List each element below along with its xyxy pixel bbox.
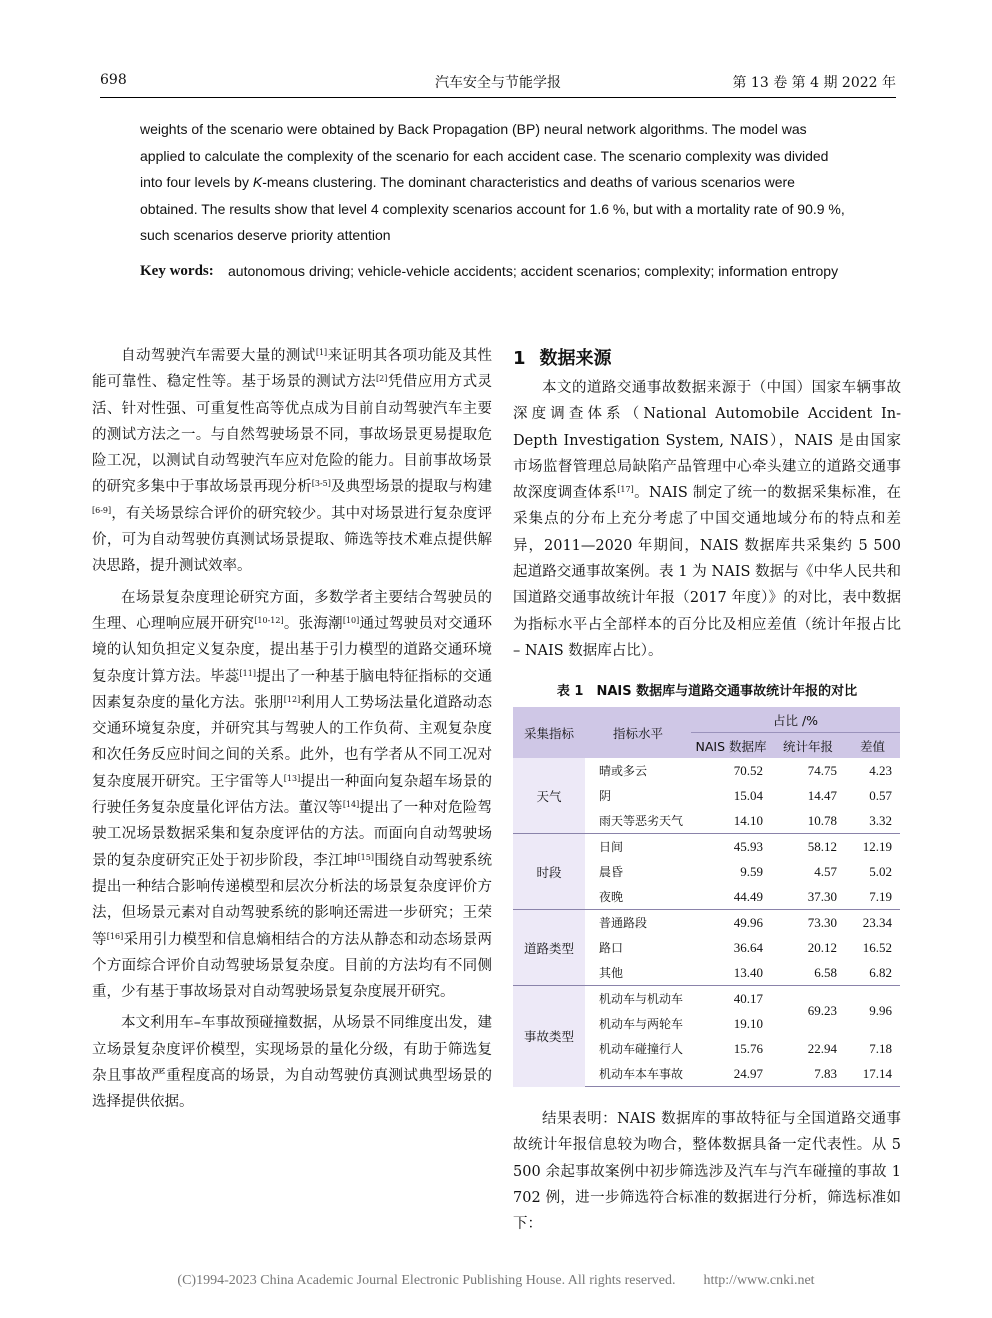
yearbook-cell: 20.12 (771, 935, 845, 960)
paragraph: 自动驾驶汽车需要大量的测试[1]来证明其各项功能及其性能可靠性、稳定性等。基于场景的测试方法[2]凭借应用方式灵活、针对性强、可重复性高等优点成为目前自动驾驶汽车主要的测试方法之一。与自然驾驶场景不同，事故场景更易提取危险工况，以测试自动驾驶汽车应对危险的能力。目前事故场景的研究多集中于事故场景再现分析[3-5]及典型场景的提取与构建[6-9]，有关场景综合评价的研究较少。其中对场景进行复杂度评价，可为自动驾驶仿真测试场景提取、筛选等技术难点提供解决思路，提升测试效率。 (92, 348, 493, 575)
yearbook-cell: 7.83 (771, 1061, 845, 1087)
citation: [17] (617, 485, 634, 495)
citation: [1] (315, 348, 328, 357)
paragraph: 本文利用车–车事故预碰撞数据，从场景不同维度出发，建立场景复杂度评价模型，实现场景的量化分级，有助于筛选复杂且事故严重程度高的场景，为自动驾驶仿真测试典型场景的选择提供依据。 (92, 1015, 492, 1111)
comparison-table (513, 707, 900, 1087)
citation: [15] (357, 852, 374, 862)
group-name: 天气 (513, 758, 585, 834)
diff-cell: 9.96 (845, 986, 900, 1037)
yearbook-cell: 10.78 (771, 808, 845, 834)
group-name: 事故类型 (513, 986, 585, 1087)
yearbook-cell: 14.47 (771, 783, 845, 808)
issue-info: 第 13 卷 第 4 期 2022 年 (732, 75, 896, 91)
header-indicator: 采集指标 (513, 707, 585, 758)
header-share: 占比 /% (691, 707, 900, 733)
running-header (100, 72, 896, 94)
diff-cell: 16.52 (845, 935, 900, 960)
table-row (513, 986, 900, 1012)
yearbook-cell: 6.58 (771, 960, 845, 986)
diff-cell: 17.14 (845, 1061, 900, 1087)
diff-cell: 6.82 (845, 960, 900, 986)
level-cell: 日间 (585, 834, 691, 860)
left-column (92, 343, 492, 1116)
paragraph: 在场景复杂度理论研究方面，多数学者主要结合驾驶员的生理、心理响应展开研究[10-12]。张海潮[10]通过驾驶员对交通环境的认知负担定义复杂度，提出基于引力模型的道路交通环境复杂度计算方法。毕蕊[11]提出了一种基于脑电特征指标的交通因素复杂度的量化方法。张朋[12]利用人工势场法量化道路动态交通环境复杂度，并研究其与驾驶人的工作负荷、主观复杂度和次任务反应时间之间的关系。此外，也有学者从不同工况对复杂度展开研究。王宇雷等人[13]提出一种面向复杂超车场景的行驶任务复杂度量化评估方法。董汉等[14]提出了一种对危险驾驶工况场景数据采集和复杂度评估的方法。而面向自动驾驶场景的复杂度研究正处于初步阶段，李江坤[15]围绕自动驾驶系统提出一种结合影响传递模型和层次分析法的场景复杂度评价方法，但场景元素对自动驾驶系统的影响还需进一步研究；王荣等[16]采用引力模型和信息熵相结合的方法从静态和动态场景两个方面综合评价自动驾驶场景复杂度。目前的方法均有不同侧重，少有基于事故场景对自动驾驶场景复杂度展开研究。 (92, 589, 493, 1001)
abstract-line: applied to calculate the complexity of the scenario for each accident case. The scenario complexity was divided (140, 147, 829, 164)
group-name: 道路类型 (513, 910, 585, 986)
yearbook-cell: 37.30 (771, 884, 845, 910)
nais-cell: 40.17 (691, 986, 771, 1012)
citation: [13] (283, 773, 301, 783)
page-number: 698 (100, 72, 127, 88)
keywords-text: autonomous driving; vehicle-vehicle accidents; accident scenarios; complexity; information entropy (228, 263, 839, 279)
nais-cell: 15.04 (691, 783, 771, 808)
table-row (513, 834, 900, 860)
diff-cell: 23.34 (845, 910, 900, 936)
header-level: 指标水平 (585, 707, 691, 758)
level-cell: 雨天等恶劣天气 (585, 808, 691, 834)
right-column-continued (513, 1106, 901, 1237)
abstract-line: obtained. The results show that level 4 complexity scenarios account for 1.6 %, but with a mortality rate of 90.9 %, (140, 200, 845, 217)
nais-cell: 44.49 (691, 884, 771, 910)
header-rule (100, 97, 896, 98)
yearbook-cell: 74.75 (771, 758, 845, 783)
citation: [14] (342, 800, 360, 810)
nais-cell: 70.52 (691, 758, 771, 783)
right-column (513, 375, 901, 664)
diff-cell: 4.23 (845, 758, 900, 783)
yearbook-cell: 73.30 (771, 910, 845, 936)
yearbook-cell: 69.23 (771, 986, 845, 1037)
citation: [16] (106, 931, 124, 941)
keywords (140, 258, 860, 284)
diff-cell: 3.32 (845, 808, 900, 834)
keywords-label: Key words: (140, 263, 214, 279)
journal-title: 汽车安全与节能学报 (435, 75, 561, 91)
header-yearbook: 统计年报 (771, 733, 845, 759)
nais-cell: 24.97 (691, 1061, 771, 1087)
group-name: 时段 (513, 834, 585, 910)
yearbook-cell: 22.94 (771, 1036, 845, 1061)
section-number: 1 (513, 348, 526, 369)
table-row (513, 758, 900, 783)
citation: [11] (239, 668, 256, 678)
section-heading (513, 344, 612, 370)
citation: [10-12] (254, 615, 284, 625)
paragraph: 结果表明：NAIS 数据库的事故特征与全国道路交通事故统计年报信息较为吻合，整体数据具备一定代表性。从 5 500 余起事故案例中初步筛选涉及汽车与汽车碰撞的事故 1 702 例，进一步筛选符合标准的数据进行分析，筛选标准如下： (513, 1111, 901, 1233)
table-caption: 表 1 NAIS 数据库与道路交通事故统计年报的对比 (556, 684, 858, 699)
copyright-footer: (C)1994-2023 China Academic Journal Electronic Publishing House. All rights reserved. http://www.cnki.net (177, 1273, 815, 1288)
level-cell: 机动车本车事故 (585, 1061, 691, 1087)
nais-cell: 49.96 (691, 910, 771, 936)
yearbook-cell: 4.57 (771, 859, 845, 884)
paragraph: 本文的道路交通事故数据来源于（中国）国家车辆事故深度调查体系（National Automobile Accident In-Depth Investigation System, NAIS），NAIS 是由国家市场监督管理总局缺陷产品管理中心牵头建立的道路交通事故深度调查体系[17]。NAIS 制定了统一的数据采集标准，在采集点的分布上充分考虑了中国交通地域分布的特点和差异，2011—2020 年期间，NAIS 数据库共采集约 5 500 起道路交通事故案例。表 1 为 NAIS 数据与《中华人民共和国道路交通事故统计年报（2017 年度）》的对比，表中数据为指标水平占全部样本的百分比及相应差值（统计年报占比 – NAIS 数据库占比）。 (513, 380, 902, 659)
level-cell: 机动车与机动车 (585, 986, 691, 1012)
diff-cell: 7.19 (845, 884, 900, 910)
nais-cell: 45.93 (691, 834, 771, 860)
yearbook-cell: 58.12 (771, 834, 845, 860)
level-cell: 路口 (585, 935, 691, 960)
nais-cell: 36.64 (691, 935, 771, 960)
level-cell: 阴 (585, 783, 691, 808)
citation: [10] (342, 615, 360, 625)
header-nais: NAIS 数据库 (691, 733, 771, 759)
level-cell: 机动车碰撞行人 (585, 1036, 691, 1061)
section-title: 数据来源 (539, 348, 612, 369)
diff-cell: 7.18 (845, 1036, 900, 1061)
level-cell: 普通路段 (585, 910, 691, 936)
diff-cell: 0.57 (845, 783, 900, 808)
header-diff: 差值 (845, 733, 900, 759)
abstract-line: weights of the scenario were obtained by Back Propagation (BP) neural network algorithms. The model was (140, 121, 807, 137)
diff-cell: 5.02 (845, 859, 900, 884)
level-cell: 晨昏 (585, 859, 691, 884)
table-row (513, 910, 900, 936)
abstract-line: such scenarios deserve priority attention (140, 227, 391, 243)
citation: [2] (376, 374, 388, 384)
nais-cell: 15.76 (691, 1036, 771, 1061)
citation: [3-5] (311, 479, 331, 489)
citation: [6-9] (92, 505, 112, 515)
diff-cell: 12.19 (845, 834, 900, 860)
level-cell: 晴或多云 (585, 758, 691, 783)
citation: [12] (283, 694, 301, 704)
nais-cell: 9.59 (691, 859, 771, 884)
nais-cell: 14.10 (691, 808, 771, 834)
level-cell: 夜晚 (585, 884, 691, 910)
abstract (140, 116, 860, 249)
level-cell: 机动车与两轮车 (585, 1011, 691, 1036)
abstract-line: into four levels by K-means clustering. The dominant characteristics and deaths of various scenarios were (140, 174, 795, 190)
nais-cell: 13.40 (691, 960, 771, 986)
nais-cell: 19.10 (691, 1011, 771, 1036)
level-cell: 其他 (585, 960, 691, 986)
